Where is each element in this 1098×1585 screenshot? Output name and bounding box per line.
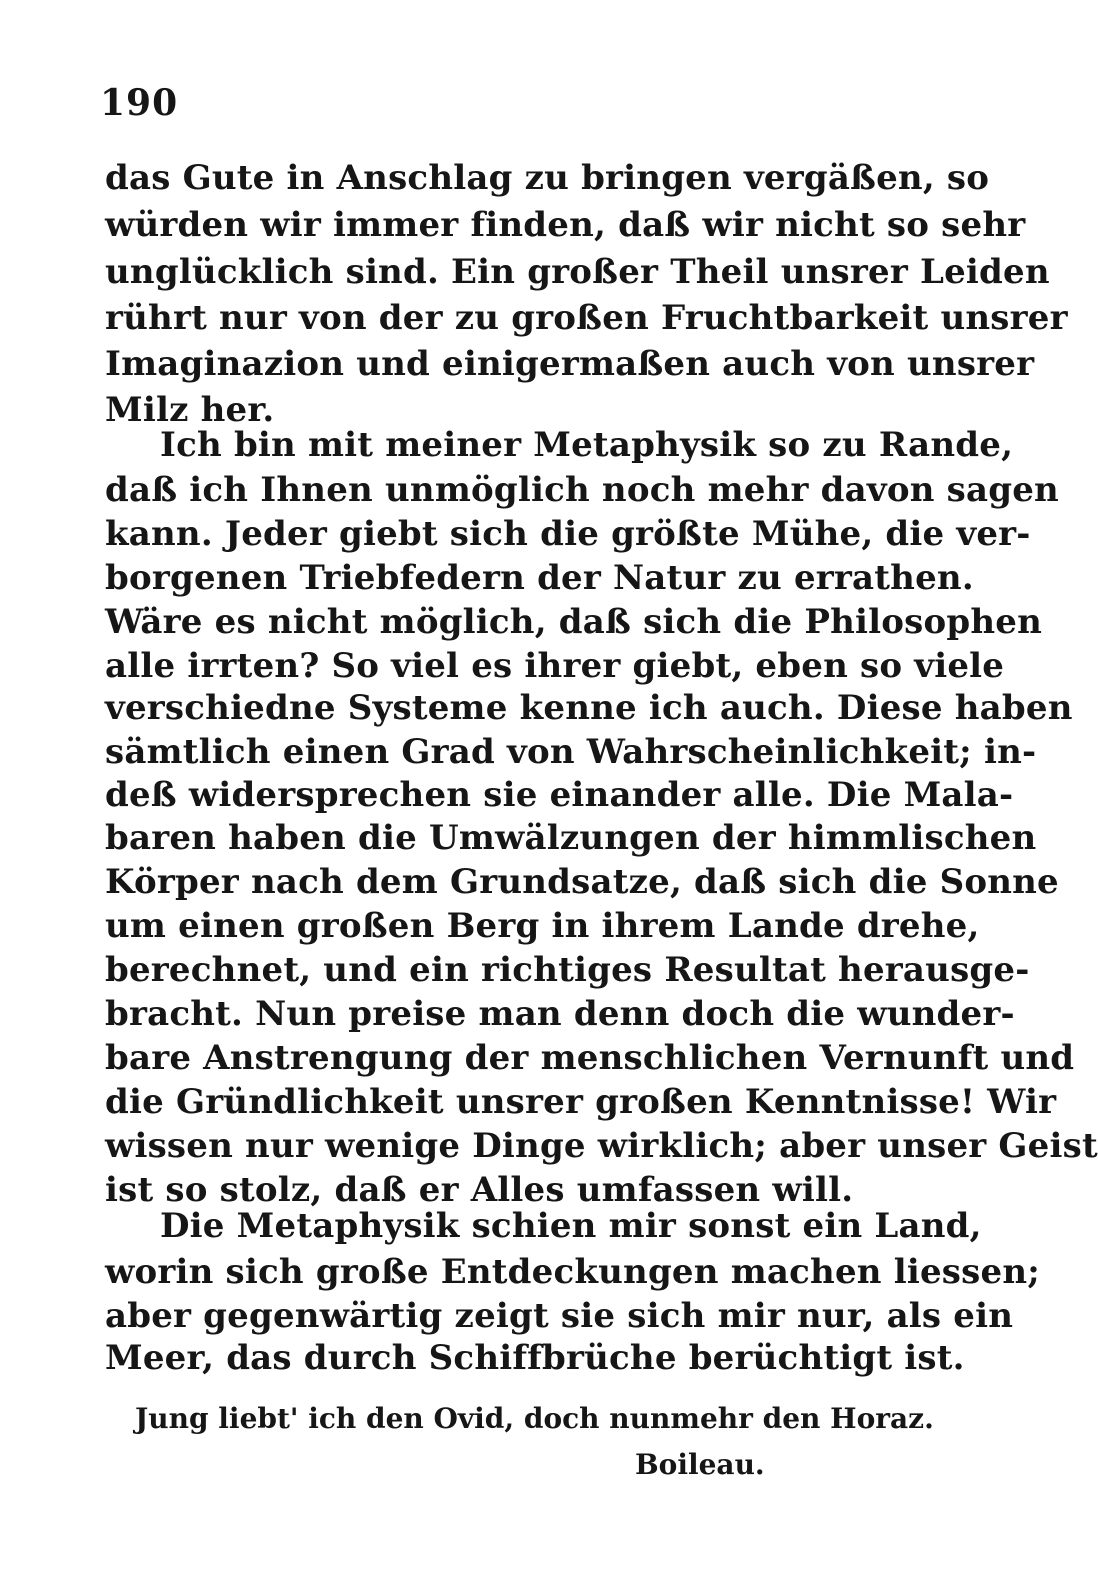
text-line: berechnet, und ein richtiges Resultat herausge- xyxy=(105,950,1030,990)
text-line: deß widersprechen sie einander alle. Die Mala- xyxy=(105,775,1014,815)
text-line: Wäre es nicht möglich, daß sich die Philosophen xyxy=(105,602,1043,642)
text-line: sämtlich einen Grad von Wahrscheinlichkeit; in- xyxy=(105,732,1037,772)
text-line: daß ich Ihnen unmöglich noch mehr davon sagen xyxy=(105,470,1059,510)
text-line: Ich bin mit meiner Metaphysik so zu Rande, xyxy=(160,425,1014,465)
text-line: worin sich große Entdeckungen machen liessen; xyxy=(105,1252,1040,1292)
text-line: würden wir immer finden, daß wir nicht so sehr xyxy=(105,205,1026,245)
text-line: baren haben die Umwälzungen der himmlischen xyxy=(105,818,1037,858)
text-line: bare Anstrengung der menschlichen Vernunft und xyxy=(105,1038,1075,1078)
text-line: die Gründlichkeit unsrer großen Kenntnisse! Wir xyxy=(105,1082,1057,1122)
text-line: Die Metaphysik schien mir sonst ein Land, xyxy=(160,1206,982,1246)
text-line: Imaginazion und einigermaßen auch von unsrer xyxy=(105,344,1035,384)
epigraph-quote: Jung liebt' ich den Ovid, doch nunmehr den Horaz. xyxy=(135,1402,934,1435)
text-line: das Gute in Anschlag zu bringen vergäßen, so xyxy=(105,158,990,198)
text-line: bracht. Nun preise man denn doch die wunder- xyxy=(105,994,1015,1034)
text-line: kann. Jeder giebt sich die größte Mühe, die ver- xyxy=(105,514,1031,554)
text-line: unglücklich sind. Ein großer Theil unsrer Leiden xyxy=(105,252,1050,292)
text-line: verschiedne Systeme kenne ich auch. Diese haben xyxy=(105,688,1073,728)
text-line: Meer, das durch Schiffbrüche berüchtigt ist. xyxy=(105,1338,965,1378)
text-line: alle irrten? So viel es ihrer giebt, eben so viele xyxy=(105,646,1005,686)
text-line: um einen großen Berg in ihrem Lande drehe, xyxy=(105,906,980,946)
text-line: wissen nur wenige Dinge wirklich; aber unser Geist xyxy=(105,1126,1098,1166)
page-number: 190 xyxy=(100,82,179,124)
text-line: borgenen Triebfedern der Natur zu errathen. xyxy=(105,558,974,598)
quote-attribution: Boileau. xyxy=(635,1448,765,1481)
text-line: Körper nach dem Grundsatze, daß sich die Sonne xyxy=(105,862,1059,902)
text-line: Milz her. xyxy=(105,390,275,430)
text-line: aber gegenwärtig zeigt sie sich mir nur, als ein xyxy=(105,1296,1014,1336)
text-line: rührt nur von der zu großen Fruchtbarkeit unsrer xyxy=(105,298,1068,338)
text-line: ist so stolz, daß er Alles umfassen will. xyxy=(105,1170,854,1210)
